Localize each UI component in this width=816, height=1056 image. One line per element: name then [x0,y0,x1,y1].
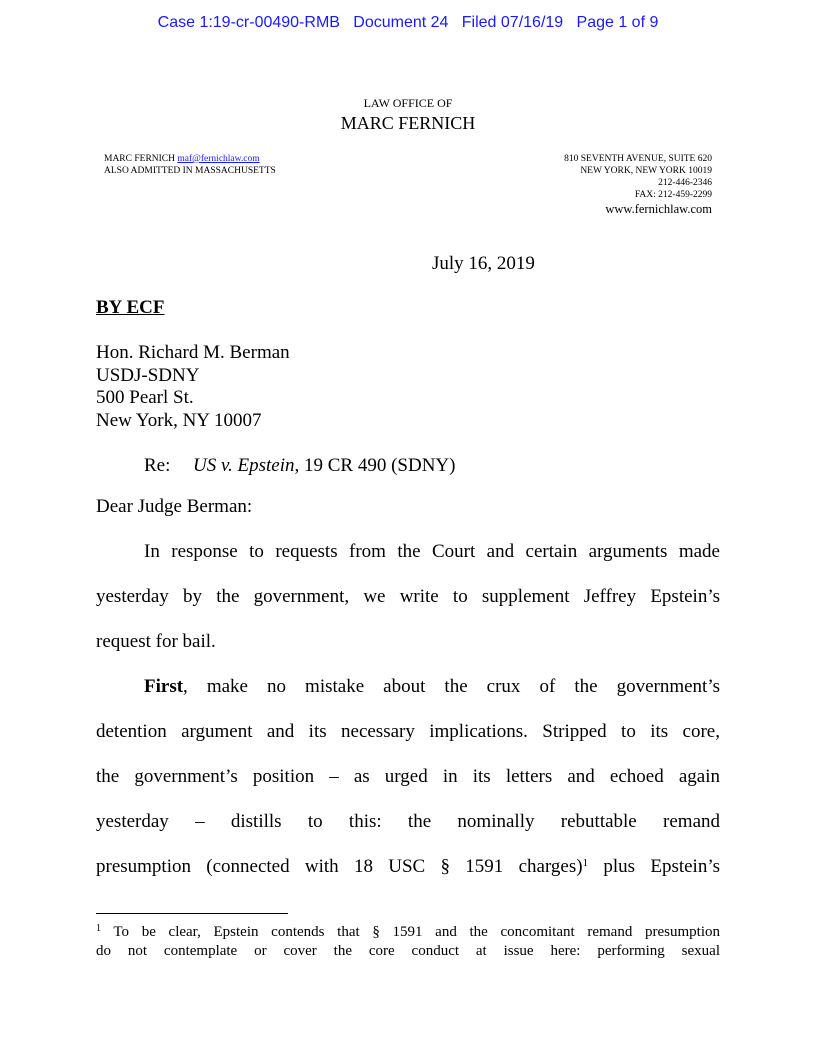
addressee-line: Hon. Richard M. Berman [96,342,290,363]
paragraph-2-line: yesterday – distills to this: the nominally rebuttable remand [96,811,720,832]
address-phone: 212-446-2346 [658,178,712,188]
footnote-divider [96,913,288,914]
letter-date: July 16, 2019 [432,253,535,274]
paragraph-1-line: yesterday by the government, we write to supplement Jeffrey Epstein’s [96,586,720,607]
re-label: Re: [144,455,171,476]
footnote-line [96,924,720,941]
paragraph-2-text: presumption (connected with 18 USC § 1591 charges) [96,856,583,877]
paragraph-2-lead: First [144,676,184,697]
attorney-name: MARC FERNICH [104,154,175,164]
addressee-line: New York, NY 10007 [96,409,262,431]
letterhead-firm-name: MARC FERNICH [340,113,476,133]
footnote-line: do not contemplate or cover the core conduct at issue here: performing sexual [96,943,720,959]
address-city: NEW YORK, NEW YORK 10019 [580,166,712,176]
paragraph-1-line: request for bail. [96,631,216,652]
delivery-method: BY ECF [96,297,165,318]
paragraph-1-line: In response to requests from the Court and certain arguments made [144,541,720,562]
attorney-email-link[interactable]: maf@fernichlaw.com [177,154,260,164]
addressee-line: 500 Pearl St. [96,387,194,408]
address-block [564,153,712,217]
paragraph-2-text: plus Epstein’s [588,856,721,877]
attorney-admission: ALSO ADMITTED IN MASSACHUSETTS [104,166,276,176]
paragraph-2-line: detention argument and its necessary implications. Stripped to its core, [96,721,720,742]
re-line [144,455,455,477]
paragraph-2-line: the government’s position – as urged in its letters and echoed again [96,766,720,787]
letterhead-label: LAW OFFICE OF [363,96,453,110]
address-website: www.fernichlaw.com [605,202,712,216]
paragraph-2-line [144,676,720,698]
attorney-block [104,153,276,177]
address-fax: FAX: 212-459-2299 [634,190,712,200]
re-case-name: US v. Epstein [193,455,295,476]
footnote-text: To be clear, Epstein contends that § 1591 and the concomitant remand presumption [101,924,720,940]
footnote-number: 1 [96,923,101,934]
paragraph-2-line-rest: , make no mistake about the crux of the government’s [183,676,720,697]
re-case-number: , 19 CR 490 (SDNY) [294,455,456,476]
salutation: Dear Judge Berman: [96,496,253,517]
ecf-filing-header: Case 1:19-cr-00490-RMB Document 24 Filed 07/16/19 Page 1 of 9 [157,14,659,31]
address-street: 810 SEVENTH AVENUE, SUITE 620 [564,154,712,164]
addressee-line: USDJ-SDNY [96,364,200,386]
addressee-block [96,342,290,432]
paragraph-2-line [96,856,720,878]
footnote-reference[interactable]: 1 [582,857,589,869]
